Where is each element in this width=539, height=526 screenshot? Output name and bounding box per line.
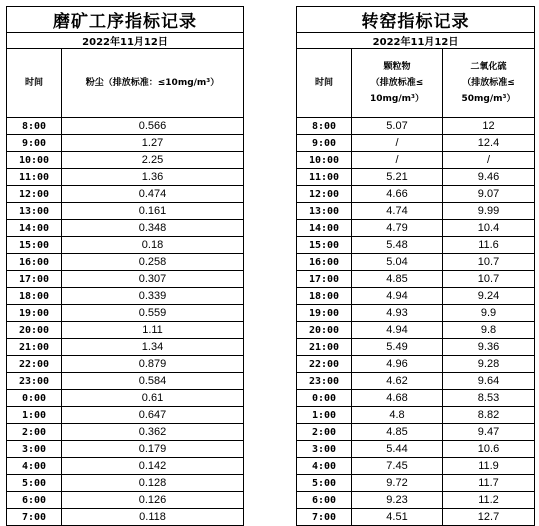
particulate-value-cell: 4.93 [352, 305, 443, 322]
time-cell: 10:00 [297, 152, 352, 169]
dust-value-cell: 0.307 [62, 271, 244, 288]
grinding-record-table [6, 6, 244, 526]
time-cell: 9:00 [7, 135, 62, 152]
dust-value-cell: 0.362 [62, 424, 244, 441]
particulate-header-line2: （排放标准≤ [370, 78, 424, 88]
table-row [7, 118, 244, 135]
dust-column-header: 粉尘（排放标准：≤10mg/m³） [62, 49, 244, 118]
dust-value-cell: 1.34 [62, 339, 244, 356]
dust-value-cell: 0.348 [62, 220, 244, 237]
table-row [297, 186, 535, 203]
dust-value-cell: 0.161 [62, 203, 244, 220]
table-row [297, 492, 535, 509]
so2-value-cell: 9.99 [443, 203, 535, 220]
particulate-column-header [352, 49, 443, 118]
time-cell: 21:00 [7, 339, 62, 356]
particulate-value-cell: 4.96 [352, 356, 443, 373]
so2-value-cell: 9.64 [443, 373, 535, 390]
table-row [297, 390, 535, 407]
so2-value-cell: 12 [443, 118, 535, 135]
time-cell: 0:00 [7, 390, 62, 407]
particulate-value-cell: 4.94 [352, 322, 443, 339]
dust-value-cell: 0.474 [62, 186, 244, 203]
time-cell: 1:00 [7, 407, 62, 424]
table-row [7, 237, 244, 254]
so2-value-cell: 10.7 [443, 254, 535, 271]
table-row [7, 220, 244, 237]
dust-value-cell: 0.142 [62, 458, 244, 475]
so2-value-cell: 9.9 [443, 305, 535, 322]
table-row [7, 271, 244, 288]
time-cell: 1:00 [297, 407, 352, 424]
time-cell: 16:00 [7, 254, 62, 271]
particulate-value-cell: 4.68 [352, 390, 443, 407]
table-row [297, 305, 535, 322]
table-row [7, 373, 244, 390]
grinding-table-title: 磨矿工序指标记录 [7, 7, 244, 33]
table-row [7, 390, 244, 407]
dust-value-cell: 1.36 [62, 169, 244, 186]
particulate-value-cell: 4.51 [352, 509, 443, 526]
particulate-value-cell: 4.62 [352, 373, 443, 390]
time-cell: 18:00 [7, 288, 62, 305]
so2-value-cell: 8.53 [443, 390, 535, 407]
time-cell: 13:00 [297, 203, 352, 220]
so2-value-cell: 9.07 [443, 186, 535, 203]
so2-column-header [443, 49, 535, 118]
dust-value-cell: 0.118 [62, 509, 244, 526]
time-cell: 11:00 [297, 169, 352, 186]
particulate-value-cell: 5.21 [352, 169, 443, 186]
table-row [7, 135, 244, 152]
so2-value-cell: 10.4 [443, 220, 535, 237]
kiln-record-table [296, 6, 535, 526]
table-row [7, 288, 244, 305]
particulate-header-line1: 颗粒物 [383, 62, 411, 72]
time-cell: 2:00 [297, 424, 352, 441]
particulate-value-cell: 9.23 [352, 492, 443, 509]
dust-value-cell: 1.27 [62, 135, 244, 152]
dust-value-cell: 0.566 [62, 118, 244, 135]
particulate-value-cell: / [352, 135, 443, 152]
time-cell: 2:00 [7, 424, 62, 441]
kiln-table-date: 2022年11月12日 [297, 33, 535, 49]
table-row [7, 356, 244, 373]
so2-value-cell: 12.7 [443, 509, 535, 526]
grinding-table-date: 2022年11月12日 [7, 33, 244, 49]
time-cell: 23:00 [297, 373, 352, 390]
time-column-header: 时间 [297, 49, 352, 118]
time-cell: 17:00 [297, 271, 352, 288]
time-cell: 9:00 [297, 135, 352, 152]
time-cell: 13:00 [7, 203, 62, 220]
particulate-value-cell: 5.07 [352, 118, 443, 135]
particulate-value-cell: / [352, 152, 443, 169]
table-row [297, 407, 535, 424]
table-row [297, 458, 535, 475]
time-cell: 7:00 [297, 509, 352, 526]
time-cell: 19:00 [7, 305, 62, 322]
particulate-value-cell: 4.8 [352, 407, 443, 424]
table-row [297, 220, 535, 237]
time-cell: 18:00 [297, 288, 352, 305]
so2-header-line1: 二氧化硫 [470, 62, 507, 72]
time-cell: 5:00 [7, 475, 62, 492]
dust-value-cell: 0.126 [62, 492, 244, 509]
time-cell: 12:00 [7, 186, 62, 203]
so2-value-cell: 12.4 [443, 135, 535, 152]
table-row [297, 169, 535, 186]
dust-value-cell: 0.647 [62, 407, 244, 424]
time-cell: 3:00 [297, 441, 352, 458]
time-cell: 19:00 [297, 305, 352, 322]
particulate-value-cell: 5.04 [352, 254, 443, 271]
time-cell: 21:00 [297, 339, 352, 356]
time-cell: 7:00 [7, 509, 62, 526]
time-cell: 15:00 [297, 237, 352, 254]
dust-value-cell: 0.584 [62, 373, 244, 390]
so2-value-cell: 8.82 [443, 407, 535, 424]
table-row [7, 305, 244, 322]
time-cell: 12:00 [297, 186, 352, 203]
time-cell: 23:00 [7, 373, 62, 390]
table-row [7, 339, 244, 356]
table-row [297, 118, 535, 135]
so2-header-line3: 50mg/m³） [461, 94, 516, 104]
so2-value-cell: / [443, 152, 535, 169]
table-row [7, 322, 244, 339]
table-row [7, 254, 244, 271]
time-cell: 20:00 [297, 322, 352, 339]
particulate-value-cell: 5.49 [352, 339, 443, 356]
table-row [297, 441, 535, 458]
time-cell: 6:00 [7, 492, 62, 509]
so2-value-cell: 9.47 [443, 424, 535, 441]
dust-value-cell: 0.559 [62, 305, 244, 322]
particulate-value-cell: 4.79 [352, 220, 443, 237]
table-row [7, 169, 244, 186]
so2-value-cell: 9.36 [443, 339, 535, 356]
time-cell: 22:00 [7, 356, 62, 373]
table-row [7, 186, 244, 203]
time-cell: 20:00 [7, 322, 62, 339]
time-cell: 22:00 [297, 356, 352, 373]
dust-value-cell: 0.179 [62, 441, 244, 458]
table-row [297, 152, 535, 169]
table-row [7, 424, 244, 441]
time-cell: 3:00 [7, 441, 62, 458]
table-row [7, 475, 244, 492]
so2-value-cell: 10.7 [443, 271, 535, 288]
time-cell: 4:00 [297, 458, 352, 475]
so2-value-cell: 11.6 [443, 237, 535, 254]
particulate-value-cell: 5.44 [352, 441, 443, 458]
kiln-table-title: 转窑指标记录 [297, 7, 535, 33]
particulate-value-cell: 4.85 [352, 271, 443, 288]
table-row [297, 339, 535, 356]
so2-value-cell: 9.8 [443, 322, 535, 339]
so2-value-cell: 9.46 [443, 169, 535, 186]
time-cell: 15:00 [7, 237, 62, 254]
so2-value-cell: 10.6 [443, 441, 535, 458]
table-row [7, 441, 244, 458]
particulate-header-line3: 10mg/m³） [370, 94, 424, 104]
table-row [7, 492, 244, 509]
dust-value-cell: 1.11 [62, 322, 244, 339]
so2-value-cell: 11.9 [443, 458, 535, 475]
particulate-value-cell: 4.85 [352, 424, 443, 441]
table-row [7, 152, 244, 169]
time-cell: 11:00 [7, 169, 62, 186]
dust-value-cell: 2.25 [62, 152, 244, 169]
time-cell: 5:00 [297, 475, 352, 492]
table-row [297, 424, 535, 441]
dust-value-cell: 0.61 [62, 390, 244, 407]
table-row [7, 407, 244, 424]
time-cell: 4:00 [7, 458, 62, 475]
dust-value-cell: 0.339 [62, 288, 244, 305]
dust-value-cell: 0.18 [62, 237, 244, 254]
time-cell: 6:00 [297, 492, 352, 509]
particulate-value-cell: 7.45 [352, 458, 443, 475]
table-row [297, 203, 535, 220]
so2-header-line2: （排放标准≤ [462, 78, 515, 88]
time-cell: 14:00 [297, 220, 352, 237]
time-cell: 14:00 [7, 220, 62, 237]
table-row [297, 271, 535, 288]
particulate-value-cell: 5.48 [352, 237, 443, 254]
dust-value-cell: 0.258 [62, 254, 244, 271]
particulate-value-cell: 4.74 [352, 203, 443, 220]
table-row [297, 135, 535, 152]
time-cell: 16:00 [297, 254, 352, 271]
table-row [297, 288, 535, 305]
table-row [297, 475, 535, 492]
dust-value-cell: 0.879 [62, 356, 244, 373]
dust-value-cell: 0.128 [62, 475, 244, 492]
so2-value-cell: 11.2 [443, 492, 535, 509]
time-column-header: 时间 [7, 49, 62, 118]
time-cell: 0:00 [297, 390, 352, 407]
table-row [7, 203, 244, 220]
table-row [297, 237, 535, 254]
particulate-value-cell: 4.66 [352, 186, 443, 203]
table-row [297, 322, 535, 339]
so2-value-cell: 9.28 [443, 356, 535, 373]
table-row [297, 373, 535, 390]
time-cell: 17:00 [7, 271, 62, 288]
particulate-value-cell: 9.72 [352, 475, 443, 492]
table-row [7, 458, 244, 475]
so2-value-cell: 9.24 [443, 288, 535, 305]
table-row [297, 254, 535, 271]
time-cell: 10:00 [7, 152, 62, 169]
time-cell: 8:00 [297, 118, 352, 135]
table-row [297, 356, 535, 373]
particulate-value-cell: 4.94 [352, 288, 443, 305]
so2-value-cell: 11.7 [443, 475, 535, 492]
time-cell: 8:00 [7, 118, 62, 135]
